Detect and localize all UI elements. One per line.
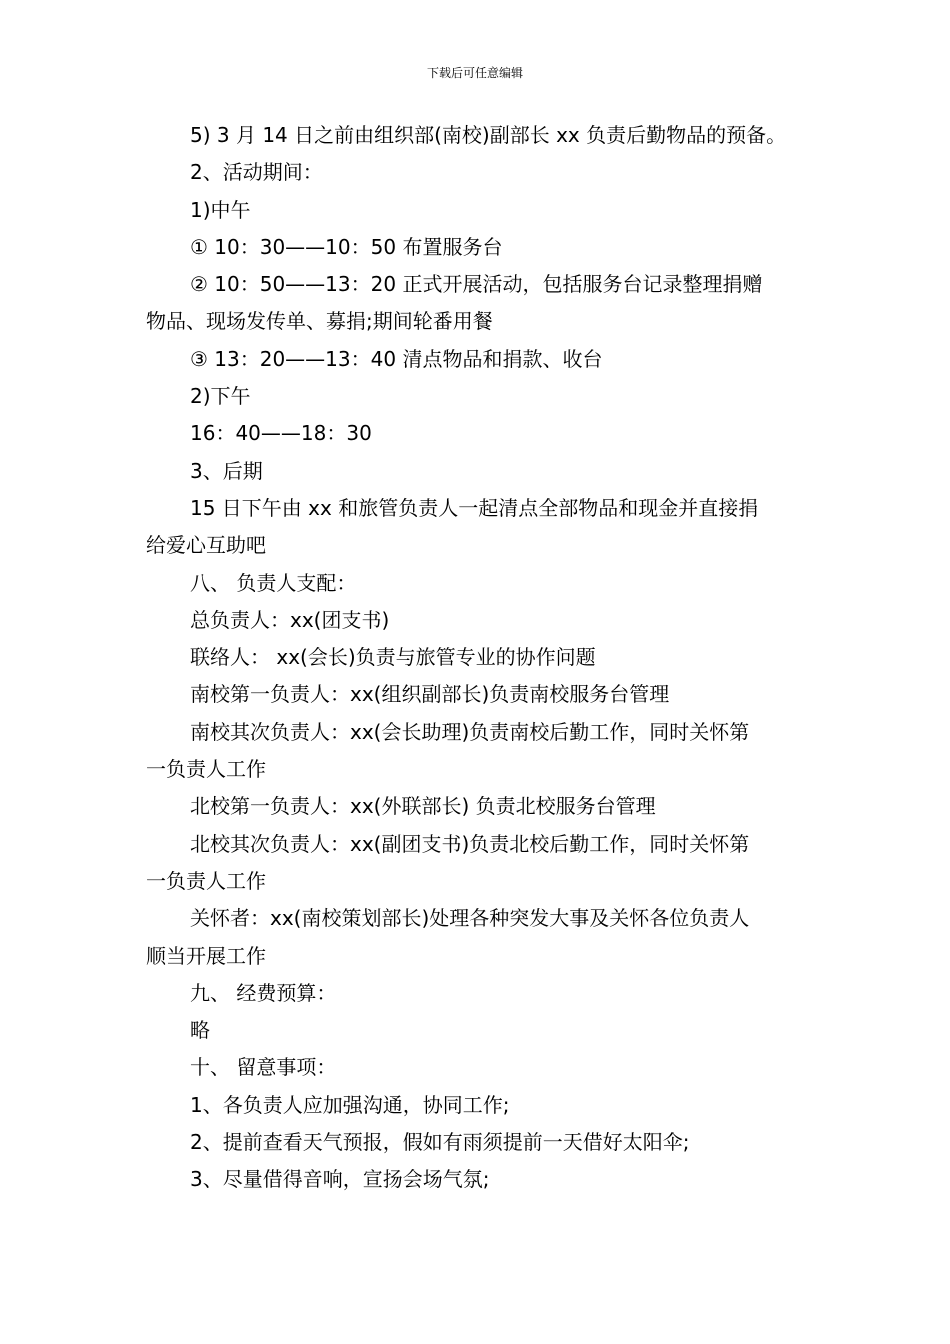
paragraph-line: 北校第一负责人：xx(外联部长) 负责北校服务台管理 bbox=[190, 794, 656, 819]
page-header: 下载后可任意编辑 bbox=[426, 66, 523, 80]
paragraph-line: 1、各负责人应加强沟通，协同工作; bbox=[190, 1092, 510, 1117]
paragraph-line: 1)中午 bbox=[190, 197, 251, 222]
paragraph-line: 物品、现场发传单、募捐;期间轮番用餐 bbox=[146, 309, 493, 334]
document-body bbox=[146, 117, 810, 1199]
paragraph-line: 九、 经费预算： bbox=[190, 980, 337, 1005]
paragraph-line: 一负责人工作 bbox=[146, 868, 266, 893]
paragraph-line: 联络人： xx(会长)负责与旅管专业的协作问题 bbox=[190, 645, 596, 670]
paragraph-line: 十、 留意事项： bbox=[190, 1055, 337, 1080]
paragraph-line: 2)下午 bbox=[190, 384, 251, 409]
paragraph-line: ③ 13：20——13：40 清点物品和捐款、收台 bbox=[190, 346, 603, 371]
paragraph-line: 总负责人：xx(团支书) bbox=[190, 607, 390, 632]
paragraph-line: 南校其次负责人：xx(会长助理)负责南校后勤工作，同时关怀第 bbox=[190, 719, 750, 744]
paragraph-line: 2、活动期间： bbox=[190, 160, 323, 185]
paragraph-line: 南校第一负责人：xx(组织副部长)负责南校服务台管理 bbox=[190, 682, 670, 707]
paragraph-line: 北校其次负责人：xx(副团支书)负责北校后勤工作，同时关怀第 bbox=[190, 831, 750, 856]
paragraph-line: 关怀者：xx(南校策划部长)处理各种突发大事及关怀各位负责人 bbox=[190, 906, 750, 931]
paragraph-line: ① 10：30——10：50 布置服务台 bbox=[190, 234, 503, 259]
paragraph-line: 略 bbox=[190, 1018, 210, 1043]
paragraph-line: 16：40——18：30 bbox=[190, 421, 372, 446]
paragraph-line: 一负责人工作 bbox=[146, 757, 266, 782]
paragraph-line: 5) 3 月 14 日之前由组织部(南校)副部长 xx 负责后勤物品的预备。 bbox=[190, 123, 787, 147]
paragraph-line: ② 10：50——13：20 正式开展活动，包括服务台记录整理捐赠 bbox=[190, 272, 763, 297]
paragraph-line: 给爱心互助吧 bbox=[146, 533, 266, 558]
paragraph-line: 15 日下午由 xx 和旅管负责人一起清点全部物品和现金并直接捐 bbox=[190, 495, 759, 520]
paragraph-line: 顺当开展工作 bbox=[146, 943, 266, 968]
paragraph-line: 2、提前查看天气预报，假如有雨须提前一天借好太阳伞; bbox=[190, 1130, 690, 1155]
paragraph-line: 八、 负责人支配： bbox=[190, 570, 357, 595]
paragraph-line: 3、尽量借得音响，宣扬会场气氛; bbox=[190, 1167, 490, 1192]
paragraph-line: 3、后期 bbox=[190, 458, 263, 483]
